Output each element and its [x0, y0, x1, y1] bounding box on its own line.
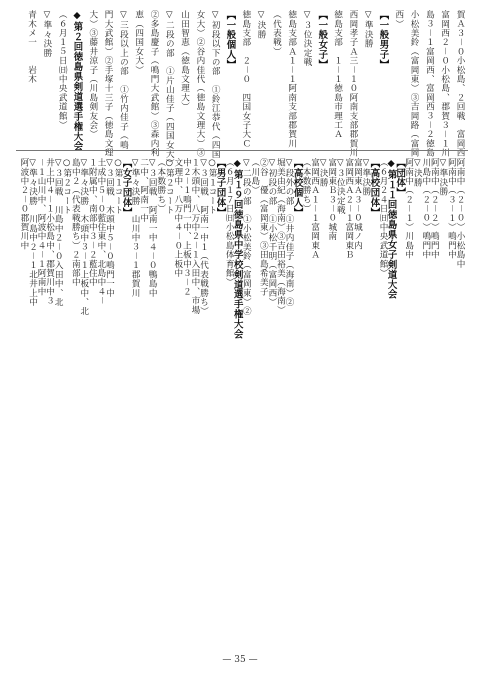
lower-column: ▽準決勝 — [360, 158, 371, 197]
upper-column: 女大）②谷内佳代（徳島文理大）③ — [194, 10, 205, 158]
lower-column: ▽初段の部 ①小松千明（富岡西） — [266, 158, 277, 307]
upper-column: ▽準決勝 — [363, 10, 374, 49]
lower-column: 富岡東Ａ３－０城ノ内 — [352, 158, 363, 250]
lower-column: ▽準決勝 — [437, 158, 448, 197]
lower-column: 井上中４－１小松島中、郡賀川中３ — [44, 158, 55, 306]
upper-column: ▽準々決勝 — [41, 10, 52, 58]
upper-column: 【一般個人】 — [224, 10, 236, 70]
upper-column: 賀Ａ３－０小松島、２回戦 富岡西 — [455, 10, 465, 158]
lower-column: ②谷 優（富岡東）③田島希美子 — [258, 158, 269, 296]
upper-column: 西） — [393, 10, 404, 29]
lower-column: 富岡西Ａ１－１富岡東Ａ — [309, 158, 320, 260]
lower-column: 富岡西Ａ２－１富岡東Ｂ — [343, 158, 354, 260]
upper-column: ▽二段の部 ①片山佳子（四国女大） — [164, 10, 175, 168]
lower-column: 【団体】 — [394, 158, 406, 198]
lower-column: ▽準々決勝 山川中３－１郡賀川 — [130, 158, 141, 298]
lower-column: 富岡東Ｂ３－０城南 — [326, 158, 337, 241]
lower-column: （６月１７日㈰小松島体育館） — [224, 158, 235, 287]
lower-column: 阿南中（２－２）鳴門中 — [429, 158, 440, 260]
upper-column: ▽初段以下の部 ①鈴江恭代（四国 — [210, 10, 221, 159]
upper-column: （代表戦） — [271, 10, 282, 56]
lower-column: 【高校団体】 — [368, 158, 380, 218]
upper-column: 徳島支部Ａ１－１阿南支部郡賀川 — [286, 10, 297, 148]
lower-column: （本数勝ち） — [301, 158, 312, 214]
upper-column: ◆第２回徳島県剣道選手権大会 — [71, 10, 83, 152]
upper-column: （６月１５日㈰中央武道館） — [57, 10, 68, 130]
upper-column: 山田智恵（徳島文理大） — [179, 10, 190, 112]
lower-column: 土成中５－０藍住東中、北島中４－ — [95, 158, 106, 306]
upper-column: 【一般男子】 — [377, 10, 389, 70]
upper-column: 青木メ一 岩木 — [26, 10, 37, 84]
lower-column: （川島） — [249, 158, 260, 195]
lower-column: ▽準々決勝 木頭中３－１上板中、北 — [78, 158, 89, 316]
lower-column: 文理中、八万中４－０上板中 — [172, 158, 183, 278]
lower-column: 【男子団体】 — [214, 158, 226, 218]
upper-column: 富岡西２－０小松島、郡賀３－１川 — [439, 10, 450, 158]
section-divider — [16, 150, 468, 151]
lower-column: 阿波中２－０郡賀川中 — [18, 158, 29, 250]
lower-column: ○第２コート — [61, 158, 72, 215]
lower-column: 阿南中（２－１）川島中 — [403, 158, 414, 260]
upper-column: 徳島支部 ２－０ 四国女子大Ｃ — [240, 10, 251, 148]
upper-column: 徳島支部 １－１徳島市理工Ａ — [332, 10, 343, 139]
lower-column: 阿南中（２－０）小松島中 — [455, 158, 465, 269]
lower-column: ○第１コート — [113, 158, 123, 215]
lower-column: ▽準々決勝 川島中２－１北井上中 — [27, 158, 38, 307]
lower-column: １附属中、南部中３－２藍住中 — [87, 158, 98, 287]
lower-column: 堀美由紀（海南）③吉田裕美（海南） — [275, 158, 286, 315]
lower-column: ◆第１１回徳島県女子剣道大会 — [385, 158, 397, 300]
lower-column: ▽３位決定戦 — [335, 158, 346, 215]
upper-column: ②多島慶子（鳴門大武館）③森内利 — [149, 10, 159, 158]
upper-column: 恵（四国女大） — [133, 10, 144, 75]
upper-column: 小松美鈴（富岡東）③吉岡路（富岡 — [409, 10, 420, 158]
upper-column: ▽決勝 — [256, 10, 267, 39]
lower-column: 川島中（２－０）鳴門中 — [420, 158, 431, 260]
upper-column: 【一般女子】 — [316, 10, 328, 70]
lower-column: （６月２４日㈰中央武道館） — [378, 158, 389, 278]
lower-column: ▽決勝 — [412, 158, 423, 187]
lower-column: ▽３回戦 木頭中５－０鳴門一中 — [104, 158, 115, 298]
lower-column: 中２－１鳴門一中、上板中３－２ — [181, 158, 192, 296]
lower-column: ▽二段の部 ①小松美鈴（富岡東）② — [241, 158, 252, 316]
lower-column: －１山川中、阿波中４－１阿南中 — [36, 158, 47, 296]
lower-column: ▽３回戦 阿南一中４－０鴨島中 — [147, 158, 158, 298]
page-number: — 35 — — [222, 655, 258, 665]
lower-column: ▽段外の部 ①井内佳子（海南）② — [284, 158, 294, 307]
lower-column: 【女子団体】 — [120, 158, 132, 218]
upper-column: ▽三段以上の部 ①竹内佳子（鳴 — [118, 10, 129, 150]
lower-column: （本数勝ち） — [155, 158, 166, 214]
lower-column: ○第２コート — [164, 158, 175, 215]
lower-column: ▽決勝 — [318, 158, 329, 187]
upper-column: ▽３位決定戦 — [302, 10, 312, 67]
lower-column: ◆第１９回徳島県中学校剣道選手権大会 — [231, 158, 243, 340]
upper-column: 門大武館）②手塚十三子（徳島文理 — [103, 10, 114, 158]
lower-column: １木頭中、八万中２－１入田中、市場 — [189, 158, 200, 315]
upper-column: 西岡孝子Ａ三－１０阿南支部郡賀川 — [347, 10, 358, 158]
lower-column: 阿南中（３－１）鳴門中 — [446, 158, 457, 260]
lower-column: ▽３回戦 川島中２－０入田中、北 — [53, 158, 64, 307]
lower-column: 二中、阿南一中 — [138, 158, 149, 223]
lower-column: 島中２（代表戦勝ち）２南部中 — [70, 158, 81, 287]
lower-column: ○第１コート — [207, 158, 218, 215]
upper-column: 島３－１富岡西、富岡西３－２徳島 — [424, 10, 435, 158]
lower-column: 【高校個人】 — [291, 158, 303, 218]
lower-column: ▽３回戦 阿南一中１（代表戦勝ち） — [198, 158, 209, 316]
upper-column: 大）③藤井涼子（川島剣友会） — [87, 10, 98, 139]
